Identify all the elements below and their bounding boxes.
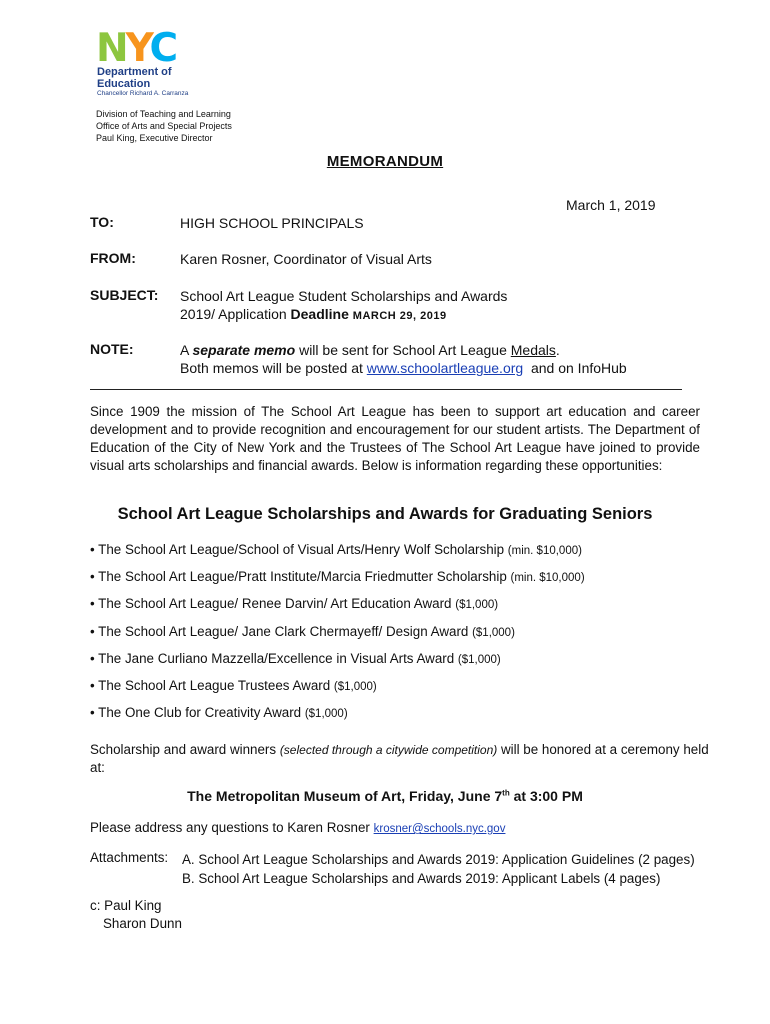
from-label: FROM: — [90, 250, 136, 266]
medals-text: Medals — [510, 342, 556, 358]
list-item: • The School Art League/School of Visual Arts/Henry Wolf Scholarship (min. $10,000) — [90, 542, 582, 557]
list-item: • The Jane Curliano Mazzella/Excellence in Visual Arts Award ($1,000) — [90, 650, 501, 666]
division-info — [96, 108, 232, 144]
school-art-league-link[interactable]: www.schoolartleague.org — [366, 360, 524, 376]
list-item: • The School Art League/Pratt Institute/Marcia Friedmutter Scholarship (min. $10,000) — [90, 569, 585, 585]
memo-date: March 1, 2019 — [566, 197, 656, 213]
subject-label: SUBJECT: — [90, 287, 159, 303]
attachment-item: A. School Art League Scholarships and Awards 2019: Application Guidelines (2 pages) — [182, 852, 695, 867]
contact-email-link[interactable]: krosner@schools.nyc.gov — [373, 823, 506, 835]
cc-list — [90, 897, 182, 933]
attachments-list — [182, 850, 695, 888]
list-item: • The School Art League Trustees Award ($1,000) — [90, 677, 377, 693]
division-line: Division of Teaching and Learning — [96, 109, 231, 119]
nyc-logo-icon — [96, 28, 196, 64]
list-item: • The School Art League/ Jane Clark Chermayeff/ Design Award ($1,000) — [90, 623, 515, 639]
department-name: Department of Education — [97, 66, 172, 90]
intro-paragraph: Since 1909 the mission of The School Art League has been to support art education and career development and to provide recognition and encouragement for our student artists. The Department of Education of the City of New York and the Trustees of The School Art League have joined to provide visual arts scholarships and financial awards. Below is information regarding these opportunities: — [90, 404, 700, 473]
deadline-date: MARCH 29, 2019 — [352, 310, 447, 322]
cc-line: Sharon Dunn — [103, 916, 182, 931]
to-label: TO: — [90, 214, 114, 230]
office-line: Office of Arts and Special Projects — [96, 121, 232, 131]
awards-list — [90, 540, 585, 730]
cc-line: c: Paul King — [90, 898, 162, 913]
separate-memo-emphasis: separate memo — [192, 342, 296, 358]
attachments-label: Attachments: — [90, 850, 169, 865]
chancellor-line: Chancellor Richard A. Carranza — [97, 90, 189, 97]
from-value: Karen Rosner, Coordinator of Visual Arts — [180, 251, 432, 267]
svg-text:NYC: NYC — [96, 28, 176, 64]
subject-value: School Art League Student Scholarships and Awards 2019/ Application Deadline MARCH 29, 2019 — [180, 288, 508, 322]
to-value: HIGH SCHOOL PRINCIPALS — [180, 215, 364, 231]
divider-rule — [90, 389, 682, 390]
director-line: Paul King, Executive Director — [96, 133, 213, 143]
questions-line: Please address any questions to Karen Rosner krosner@schools.nyc.gov — [90, 820, 506, 835]
deadline-word: Deadline — [290, 306, 349, 322]
memo-title: MEMORANDUM — [326, 153, 444, 170]
list-item: • The One Club for Creativity Award ($1,000) — [90, 705, 348, 721]
note-value: A separate memo will be sent for School Art League Medals. Both memos will be posted at www.schoolartleague.org and on InfoHub — [180, 342, 627, 376]
section-title: School Art League Scholarships and Awards for Graduating Seniors — [117, 505, 653, 523]
list-item: • The School Art League/ Renee Darvin/ Art Education Award ($1,000) — [90, 596, 499, 612]
nyc-doe-logo — [96, 28, 206, 100]
winners-paragraph: Scholarship and award winners (selected through a citywide competition) will be honored at a ceremony held at: — [90, 742, 709, 775]
ceremony-venue: The Metropolitan Museum of Art, Friday, June 7th at 3:00 PM — [187, 788, 583, 804]
note-label: NOTE: — [90, 341, 134, 357]
attachment-item: B. School Art League Scholarships and Awards 2019: Applicant Labels (4 pages) — [182, 871, 661, 886]
